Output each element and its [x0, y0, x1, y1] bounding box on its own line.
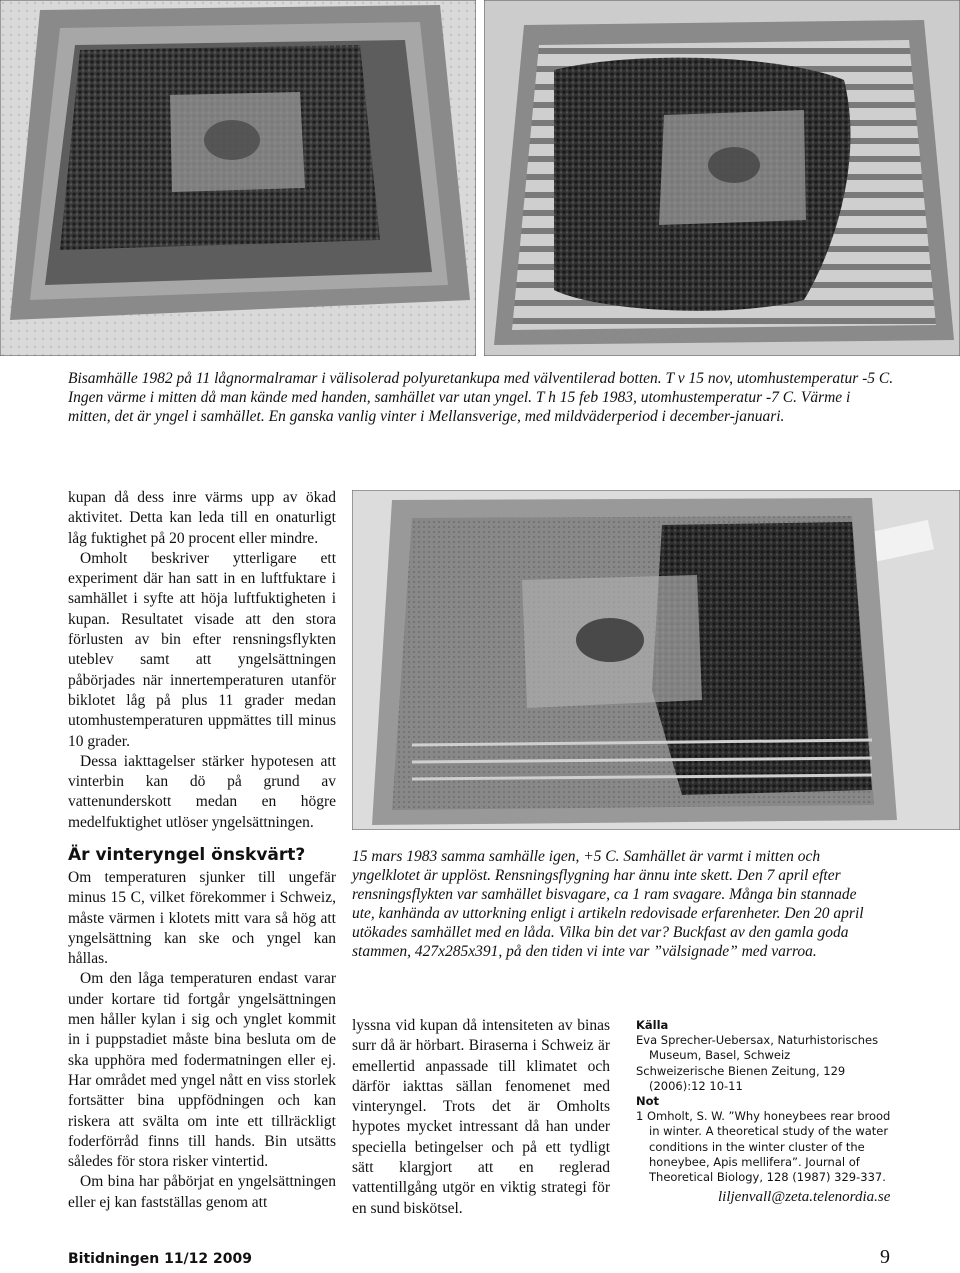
- sources-box: [636, 1018, 898, 1185]
- left-paragraph-4: Om temperaturen sjunker till ungefär minus 15 C, vilket förekommer i Schweiz, måste värmen i klotets mitt vara så hög att yngelsättning kan ske och yngel kan hållas.: [68, 869, 336, 968]
- middle-paragraph: lyssna vid kupan då intensiteten av binas surr då är hörbart. Biraserna i Schweiz är emellertid anpassade till klimatet och därför iakttas sällan fenomenet med vinteryngel. Trots det är Omholts hypotes mycket intressant då han under speciella betingelser och på ett tydligt sätt klargjort att en reglerad vattentillgång utgör en viktig strategi för en sund biskötsel.: [352, 1017, 610, 1217]
- left-paragraph-3: Dessa iakttagelser stärker hypotesen att vinterbin kan dö på grund av vattenunderskott medan en högre medelfuktighet utlöser yngelsättningen.: [68, 752, 336, 831]
- left-column-lower: [68, 868, 336, 1213]
- not-text: 1 Omholt, S. W. ”Why honeybees rear brood in winter. A theoretical study of the water conditions in the winter cluster of the honeybee, Apis mellifera”. Journal of Theoretical Biology, 128 (1987) 329-337.: [636, 1109, 891, 1185]
- kalla-line-2: Schweizerische Bienen Zeitung, 129 (2006):12 10-11: [636, 1063, 846, 1093]
- bottom-photo-caption: [352, 847, 882, 961]
- left-column: [68, 488, 336, 833]
- top-photo-caption-text: Bisamhälle 1982 på 11 lågnormalramar i välisolerad polyuretankupa med välventilerad botten. T v 15 nov, utomhustemperatur -5 C. Ingen värme i mitten då man kände med handen, samhället var utan yngel. T h 15 feb 1983, utomhustemperatur -7 C. Värme i mitten, det är yngel i samhället. En ganska vanlig vinter i Mellansverige, med mildväderperiod i december-januari.: [68, 370, 894, 425]
- author-email[interactable]: liljenvall@zeta.telenordia.se: [718, 1189, 891, 1205]
- kalla-heading: Källa: [636, 1018, 669, 1032]
- middle-column: [352, 1016, 610, 1219]
- photo-hive-february-drawing: [484, 0, 960, 356]
- photo-hive-march-drawing: [352, 490, 960, 830]
- left-paragraph-6: Om bina har påbörjat en yngelsättningen eller ej kan fastställas genom att: [68, 1173, 336, 1211]
- section-heading: Är vinteryngel önskvärt?: [68, 845, 306, 865]
- kalla-line-1: Eva Sprecher-Uebersax, Naturhistorisches Museum, Basel, Schweiz: [636, 1033, 879, 1063]
- photo-hive-november: [0, 0, 476, 356]
- left-paragraph-1: kupan då dess inre värms upp av ökad aktivitet. Detta kan leda till en onaturligt låg fuktighet på 20 procent eller mindre.: [68, 489, 336, 547]
- photo-hive-february: [484, 0, 960, 356]
- photo-hive-november-drawing: [0, 0, 476, 356]
- top-photo-caption: [68, 369, 896, 426]
- page-number: 9: [880, 1246, 890, 1268]
- left-paragraph-5: Om den låga temperaturen endast varar under kortare tid fortgår yngelsättningen men håller kylan i sig och ynglet kommit in i puppstadiet måste bina besluta om de ska upphöra med fodermatningen eller ej. Har området med yngel nått en viss storlek fortsätter bina uppfödningen och kan riskera att svälta om inte ett tillräckligt foderförråd finns till hands. Bin utsätts således för stora risker vintertid.: [68, 970, 336, 1171]
- photo-hive-march: [352, 490, 960, 830]
- left-paragraph-2: Omholt beskriver ytterligare ett experiment där han satt in en luftfuktare i samhället i syfte att höja luftfuktigheten i kupan. Resultatet visade att den stora förlusten av bin efter rensningsflykten uteblev samt att yngelsättningen påbörjades när innertemperaturen utanför biklotet låg på plus 11 grader medan utomhustemperaturen uppmättes till minus 10 grader.: [68, 549, 336, 750]
- footer-magazine-title: Bitidningen 11/12 2009: [68, 1251, 252, 1267]
- not-heading: Not: [636, 1094, 660, 1109]
- bottom-photo-caption-text: 15 mars 1983 samma samhälle igen, +5 C. Samhället är varmt i mitten och yngelklotet är upplöst. Rensningsflygning har ännu inte skett. Den 7 april efter rensningsflykten var samhället bisvagare, ca 1 ram svagare. Många bin stannade ute, kanhända av uttorkning enligt i artikeln redovisade erfarenheter. Den 20 april utökades samhället med en låda. Vilka bin det var? Buckfast av den gamla goda stammen, 427x285x391, på den tiden vi inte var ”välsignade” med varroa.: [352, 848, 864, 960]
